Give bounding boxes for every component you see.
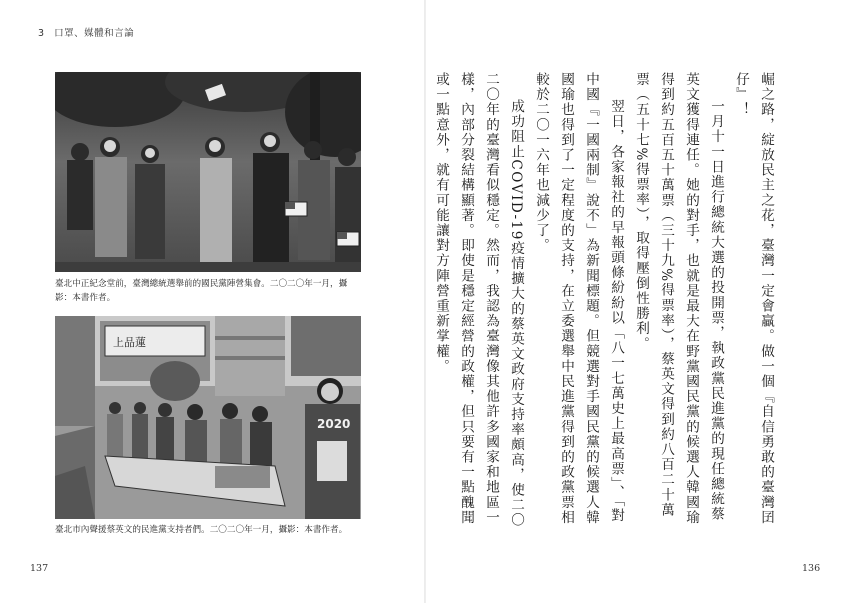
paragraph: 崛之路，綻放民主之花，臺灣一定會贏。做一個『自信勇敢的臺灣囝仔』！: [733, 72, 774, 525]
photo-rally-dpp-image: [55, 316, 361, 519]
signboard-text: 上品蓮: [113, 336, 146, 349]
page-number-right: 136: [802, 563, 821, 574]
running-head: [38, 25, 134, 39]
photo-rally-kmt-image: [55, 72, 361, 272]
photo-caption-2: 臺北市內聲援蔡英文的民進黨支持者們。二〇二〇年一月，攝影：本書作者。: [55, 525, 348, 535]
photo-rally-kmt: [55, 72, 361, 272]
paragraph: 成功阻止COVID-19疫情擴大的蔡英文政府支持率頗高，使二〇二〇年的臺灣看似穩定。然而，我認為臺灣像其他許多國家和地區一樣，內部分裂結構顯著。即使是穩定經營的政權，但只要有一點醜聞或一點意外，就有可能讓對方陣營重新掌權。: [433, 72, 524, 529]
chapter-title: 口罩、媒體和言論: [54, 28, 135, 39]
shirt-text: 2020: [317, 417, 351, 431]
photo-rally-dpp: [55, 316, 361, 519]
page-gutter: [424, 0, 426, 603]
paragraph: 一月十一日進行總統大選的投開票，執政黨民進黨的現任總統蔡英文獲得連任。她的對手，也就是最大在野黨國民黨的候選人韓國瑜得到約五百五十萬票（三十九%得票率），蔡英文得到約八百二十萬票（五十七%得票率），取得壓倒性勝利。: [633, 72, 724, 525]
chapter-number: 3: [38, 28, 45, 39]
paragraph: 翌日，各家報社的早報頭條紛紛以「八一七萬史上最高票」、「對中國『一國兩制』說不」為新聞標題。但競選對手國民黨的候選人韓國瑜也得到了一定程度的支持，在立委選舉中民進黨得到的政黨票相較於二〇一六年也減少了。: [533, 72, 624, 525]
body-text-vertical: [433, 72, 778, 530]
page-number-left: 137: [30, 563, 49, 574]
photo-caption-1: 臺北中正紀念堂前，臺灣總統選舉前的國民黨陣營集會。二〇二〇年一月，攝影：本書作者。: [55, 279, 348, 303]
